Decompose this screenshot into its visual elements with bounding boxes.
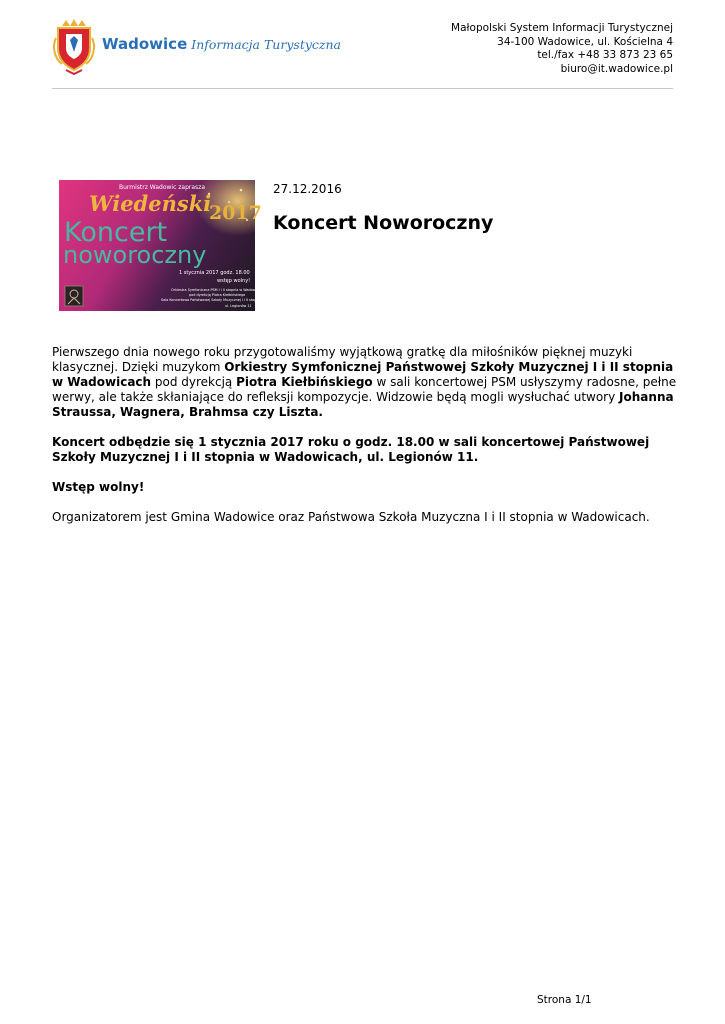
contact-email-link[interactable]: biuro@it.wadowice.pl	[560, 62, 673, 75]
paragraph-free-entry	[52, 480, 677, 495]
poster-top-line: Burmistrz Wadowic zaprasza	[119, 184, 206, 191]
paragraph-event-details	[52, 435, 677, 465]
article-date: 27.12.2016	[273, 182, 342, 196]
paragraph-text: Pierwszego dnia nowego roku przygotowaliśmy wyjątkową gratkę dla miłośników pięknej muzyki klasycznej. Dzięki muzykom	[52, 345, 633, 374]
poster-word-noworoczny: noworoczny	[63, 241, 207, 269]
conductor-name: Piotra Kiełbińskiego	[236, 375, 373, 389]
article-title: Koncert Noworoczny	[273, 212, 494, 234]
composers-list: Johanna Straussa, Wagnera, Brahmsa czy Liszta.	[52, 390, 674, 419]
poster-credit: Orkiestra Symfoniczna PSM I i II stopnia w Wadowicach	[171, 288, 265, 292]
contact-address: 34-100 Wadowice, ul. Kościelna 4	[497, 35, 673, 48]
page-number: Strona 1/1	[537, 994, 592, 1006]
contact-organization: Małopolski System Informacji Turystycznej	[451, 22, 673, 34]
article-body	[52, 345, 677, 540]
concert-poster-image	[59, 180, 265, 311]
poster-credit: ul. Legionów 11	[225, 304, 252, 308]
event-details-text: Koncert odbędzie się 1 stycznia 2017 roku o godz. 18.00 w sali koncertowej Państwowej Szkoły Muzycznej I i II stopnia w Wadowicach, ul. Legionów 11.	[52, 435, 650, 464]
logo-subtitle: Informacja Turystyczna	[191, 36, 341, 52]
poster-entry: wstęp wolny!	[217, 278, 251, 284]
paragraph-text: pod dyrekcją	[151, 375, 237, 389]
paragraph-organizer: Organizatorem jest Gmina Wadowice oraz Państwowa Szkoła Muzyczna I i II stopnia w Wadowicach.	[52, 510, 650, 524]
free-entry-text: Wstęp wolny!	[52, 480, 145, 494]
wadowice-crest-icon	[52, 18, 96, 74]
header-divider	[52, 88, 673, 89]
poster-word-koncert: Koncert	[64, 217, 168, 248]
poster-credit: pod dyrekcją Piotra Kiełbińskiego	[189, 293, 246, 297]
poster-year: 2017	[209, 202, 262, 224]
poster-date: 1 stycznia 2017 godz. 18.00	[179, 270, 250, 276]
paragraph-intro	[52, 345, 677, 420]
poster-word-wiedenski: Wiedeński	[89, 191, 212, 216]
contact-block	[451, 22, 673, 76]
paragraph-text: w sali koncertowej PSM usłyszymy radosne, pełne werwy, ale także skłaniające do refleksji kompozycje. Widzowie będą mogli wysłuchać utwory	[52, 375, 677, 404]
logo-name: Wadowice	[102, 34, 188, 53]
contact-phone: tel./fax +48 33 873 23 65	[537, 49, 673, 61]
site-logo[interactable]	[52, 18, 341, 74]
poster-school-emblem-icon	[65, 286, 83, 306]
orchestra-name: Orkiestry Symfonicznej Państwowej Szkoły Muzycznej I i II stopnia w Wadowicach	[52, 360, 674, 389]
poster-credit: Sala Koncertowa Państwowej Szkoły Muzycznej I i II stopnia	[161, 298, 262, 302]
